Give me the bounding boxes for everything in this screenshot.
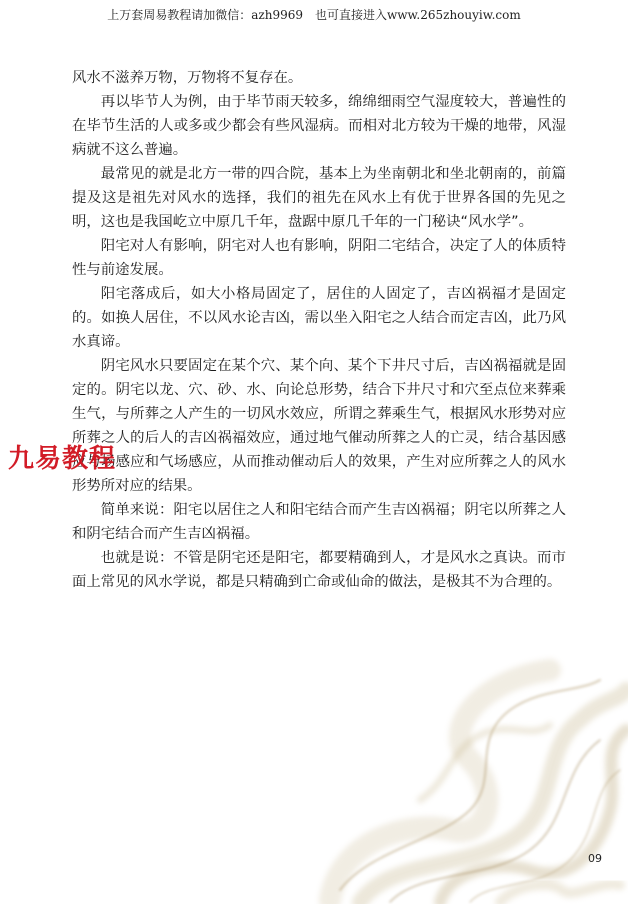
paragraph: 最常见的就是北方一带的四合院，基本上为坐南朝北和坐北朝南的，前篇提及这是祖先对风水的选择，我们的祖先在风水上有优于世界各国的先见之明，这也是我国屹立中原几千年，盘踞中原几千年的一门秘诀“风水学”。 (72, 166, 566, 230)
page-header: 上万套周易教程请加微信：azh9969 也可直接进入www.265zhouyiw.com (107, 8, 521, 22)
body-text (72, 66, 566, 594)
paragraph: 也就是说：不管是阴宅还是阳宅，都要精确到人，才是风水之真诀。而市面上常见的风水学说，都是只精确到亡命或仙命的做法，是极其不为合理的。 (72, 550, 566, 590)
paragraph: 阳宅落成后，如大小格局固定了，居住的人固定了，吉凶祸福才是固定的。如换人居住，不以风水论吉凶，需以坐入阳宅之人结合而定吉凶，此乃风水真谛。 (72, 286, 566, 350)
paragraph: 简单来说：阳宅以居住之人和阳宅结合而产生吉凶祸福；阴宅以所葬之人和阴宅结合而产生吉凶祸福。 (72, 502, 566, 542)
watermark-logo: 九易教程 (8, 444, 117, 474)
paragraph: 风水不滋养万物，万物将不复存在。 (72, 70, 303, 86)
paragraph: 再以毕节人为例，由于毕节雨天较多，绵绵细雨空气湿度较大，普遍性的在毕节生活的人或多或少都会有些风湿病。而相对北方较为干燥的地带，风湿病就不这么普遍。 (72, 94, 566, 158)
paragraph: 阳宅对人有影响，阴宅对人也有影响，阴阳二宅结合，决定了人的体质特性与前途发展。 (72, 238, 566, 278)
paragraph: 阴宅风水只要固定在某个穴、某个向、某个下井尺寸后，吉凶祸福就是固定的。阴宅以龙、穴、砂、水、向论总形势，结合下井尺寸和穴至点位来葬乘生气，与所葬之人产生的一切风水效应，所谓之葬乘生气，根据风水形势对应所葬之人的后人的吉凶祸福效应，通过地气催动所葬之人的亡灵，结合基因感应与场感应和气场感应，从而推动催动后人的效果，产生对应所葬之人的风水形势所对应的结果。 (72, 358, 566, 494)
page-number: 09 (588, 852, 602, 865)
ink-smoke-icon (300, 640, 628, 904)
